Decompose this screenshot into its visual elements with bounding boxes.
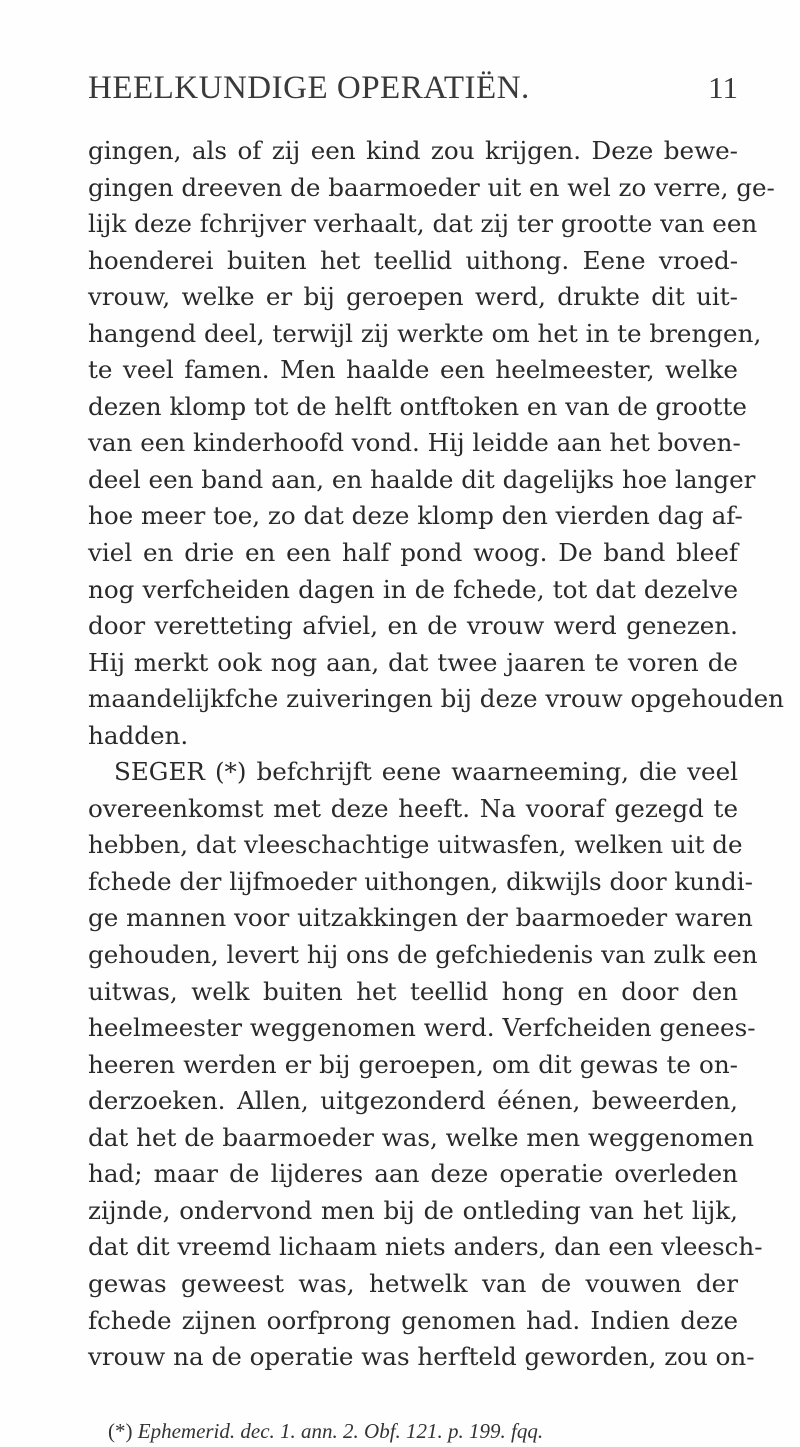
- text-line: van een kinderhoofd vond. Hij leidde aan het boven-: [88, 428, 741, 458]
- text-line: zijnde, ondervond men bij de ontleding van het lijk,: [88, 1195, 738, 1225]
- text-line: dat dit vreemd lichaam niets anders, dan een vleesch-: [88, 1232, 763, 1262]
- text-line: viel en drie en een half pond woog. De band bleef: [88, 538, 738, 568]
- footnote-reference: Ephemerid. dec. 1. ann. 2. Obf. 121. p. 199. fqq.: [137, 1419, 544, 1443]
- text-line: fchede der lijfmoeder uithongen, dikwijls door kundi-: [88, 866, 753, 896]
- text-line: vrouw, welke er bij geroepen werd, drukte dit uit-: [88, 282, 738, 312]
- page-header: [88, 70, 738, 114]
- text-line: ge mannen voor uitzakkingen der baarmoeder waren: [88, 903, 753, 933]
- text-line: dezen klomp tot de helft ontftoken en van de grootte: [88, 391, 747, 421]
- text-line: deel een band aan, en haalde dit dagelijks hoe langer: [88, 464, 756, 494]
- text-line: fchede zijnen oorfprong genomen had. Indien deze: [88, 1305, 738, 1335]
- text-line: heeren werden er bij geroepen, om dit gewas te on-: [88, 1049, 738, 1079]
- text-line: hebben, dat vleeschachtige uitwasfen, welken uit de: [88, 830, 743, 860]
- running-title: HEELKUNDIGE OPERATIËN.: [88, 70, 530, 106]
- text-line: lijk deze fchrijver verhaalt, dat zij ter grootte van een: [88, 209, 758, 239]
- text-line: derzoeken. Allen, uitgezonderd éénen, beweerden,: [88, 1086, 738, 1116]
- text-line: hoe meer toe, zo dat deze klomp den vierden dag af-: [88, 501, 743, 531]
- footnote-mark: (*): [108, 1419, 133, 1443]
- text-line: nog verfcheiden dagen in de fchede, tot dat dezelve: [88, 574, 738, 604]
- text-line: uitwas, welk buiten het teellid hong en door den: [88, 976, 738, 1006]
- text-line: dat het de baarmoeder was, welke men weggenomen: [88, 1122, 754, 1152]
- text-line: Hij merkt ook nog aan, dat twee jaaren te voren de: [88, 647, 738, 677]
- text-line: hoenderei buiten het teellid uithong. Eene vroed-: [88, 245, 738, 275]
- text-line: SEGER (*) befchrijft eene waarneeming, die veel: [114, 757, 738, 787]
- text-line: maandelijkfche zuiveringen bij deze vrouw opgehouden: [88, 684, 784, 714]
- text-line: hangend deel, terwijl zij werkte om het in te brengen,: [88, 318, 762, 348]
- text-line: door veretteting afviel, en de vrouw werd genezen.: [88, 611, 738, 641]
- text-line: gehouden, levert hij ons de gefchiedenis van zulk een: [88, 940, 758, 970]
- text-line: te veel famen. Men haalde een heelmeester, welke: [88, 355, 738, 385]
- text-line: gewas geweest was, hetwelk van de vouwen der: [88, 1268, 738, 1298]
- text-line: gingen dreeven de baarmoeder uit en wel zo verre, ge-: [88, 172, 775, 202]
- page-number: 11: [708, 70, 738, 105]
- footnote: [88, 1418, 738, 1444]
- text-line: hadden.: [88, 720, 189, 750]
- text-line: overeenkomst met deze heeft. Na vooraf gezegd te: [88, 793, 738, 823]
- text-line: gingen, als of zij een kind zou krijgen. Deze bewe-: [88, 136, 738, 165]
- text-line: had; maar de lijderes aan deze operatie overleden: [88, 1159, 738, 1189]
- body-text: [88, 133, 784, 1376]
- text-line: vrouw na de operatie was herfteld geworden, zou on-: [88, 1342, 755, 1372]
- text-line: heelmeester weggenomen werd. Verfcheiden genees-: [88, 1013, 756, 1043]
